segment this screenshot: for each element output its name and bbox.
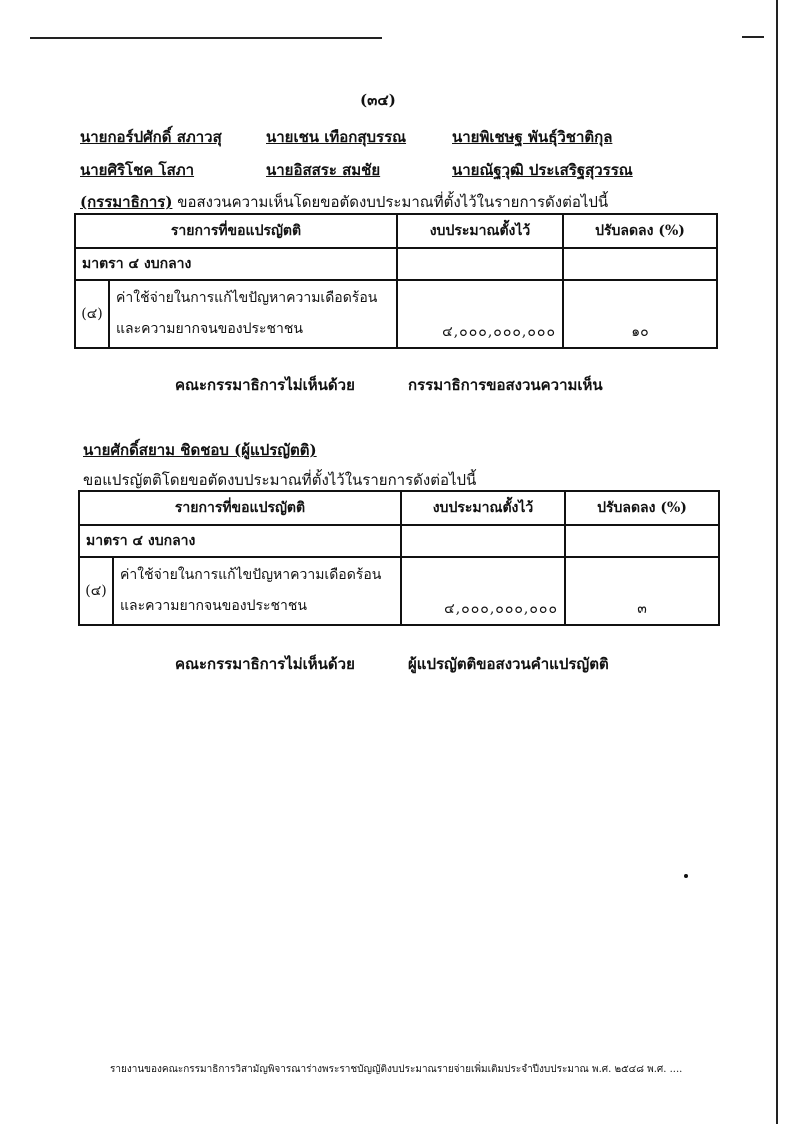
committee-name: นายกอร์ปศักดิ์ สภาวสุ — [80, 128, 222, 146]
item-number: (๔) — [79, 557, 113, 625]
top-right-rule — [742, 36, 764, 38]
empty-cell — [397, 248, 563, 280]
committee-name: นายศิริโชค โสภา — [80, 161, 195, 179]
committee-role-label: (กรรมาธิการ) — [80, 193, 173, 211]
item-description-line: ค่าใช้จ่ายในการแก้ไขปัญหาความเดือดร้อน — [116, 290, 378, 306]
header-reduction: ปรับลดลง (%) — [563, 214, 717, 248]
reservation-note: ผู้แปรญัตติขอสงวนคำแปรญัตติ — [408, 655, 609, 673]
amendment-table-2 — [78, 490, 720, 626]
reduction-percent: ๓ — [565, 557, 719, 625]
committee-verdict: คณะกรรมาธิการไม่เห็นด้วย — [175, 655, 355, 673]
budget-amount: ๔,๐๐๐,๐๐๐,๐๐๐ — [397, 280, 563, 348]
committee-verdict: คณะกรรมาธิการไม่เห็นด้วย — [175, 376, 355, 394]
committee-name: นายเชน เทือกสุบรรณ — [266, 128, 407, 146]
empty-cell — [401, 525, 565, 557]
header-budget: งบประมาณตั้งไว้ — [401, 491, 565, 525]
empty-cell — [565, 525, 719, 557]
committee-name: นายพิเชษฐ พันธุ์วิชาติกุล — [452, 128, 613, 146]
header-reduction: ปรับลดลง (%) — [565, 491, 719, 525]
section1-intro-text: ขอสงวนความเห็นโดยขอตัดงบประมาณที่ตั้งไว้ในรายการดังต่อไปนี้ — [177, 193, 609, 211]
committee-name: นายณัฐวุฒิ ประเสริฐสุวรรณ — [452, 161, 633, 179]
empty-cell — [563, 248, 717, 280]
section-label: มาตรา ๔ งบกลาง — [79, 525, 401, 557]
header-item: รายการที่ขอแปรญัตติ — [75, 214, 397, 248]
section-label: มาตรา ๔ งบกลาง — [75, 248, 397, 280]
section1-intro — [80, 190, 608, 214]
header-budget: งบประมาณตั้งไว้ — [397, 214, 563, 248]
stray-mark — [684, 874, 688, 878]
reservation-note: กรรมาธิการขอสงวนความเห็น — [408, 376, 603, 394]
budget-amount: ๔,๐๐๐,๐๐๐,๐๐๐ — [401, 557, 565, 625]
committee-name: นายอิสสระ สมชัย — [266, 161, 381, 179]
item-description — [113, 557, 401, 625]
item-number: (๔) — [75, 280, 109, 348]
item-description-line: ค่าใช้จ่ายในการแก้ไขปัญหาความเดือดร้อน — [120, 567, 382, 583]
top-rule — [30, 37, 382, 39]
reduction-percent: ๑๐ — [563, 280, 717, 348]
header-item: รายการที่ขอแปรญัตติ — [79, 491, 401, 525]
page-footer: รายงานของคณะกรรมาธิการวิสามัญพิจารณาร่างพระราชบัญญัติงบประมาณรายจ่ายเพิ่มเติมประจำปีงบประมาณ พ.ศ. ๒๕๔๘ พ.ศ. .... — [110, 1064, 683, 1075]
item-description-line: และความยากจนของประชาชน — [120, 598, 307, 614]
section2-intro-text: ขอแปรญัตติโดยขอตัดงบประมาณที่ตั้งไว้ในรายการดังต่อไปนี้ — [83, 471, 477, 489]
item-description — [109, 280, 397, 348]
amendment-table-1 — [74, 213, 718, 349]
item-description-line: และความยากจนของประชาชน — [116, 321, 303, 337]
page-number: (๓๔) — [360, 91, 396, 109]
proposer-name: นายศักดิ์สยาม ชิดชอบ (ผู้แปรญัตติ) — [83, 441, 317, 459]
right-edge-line — [776, 0, 778, 1124]
